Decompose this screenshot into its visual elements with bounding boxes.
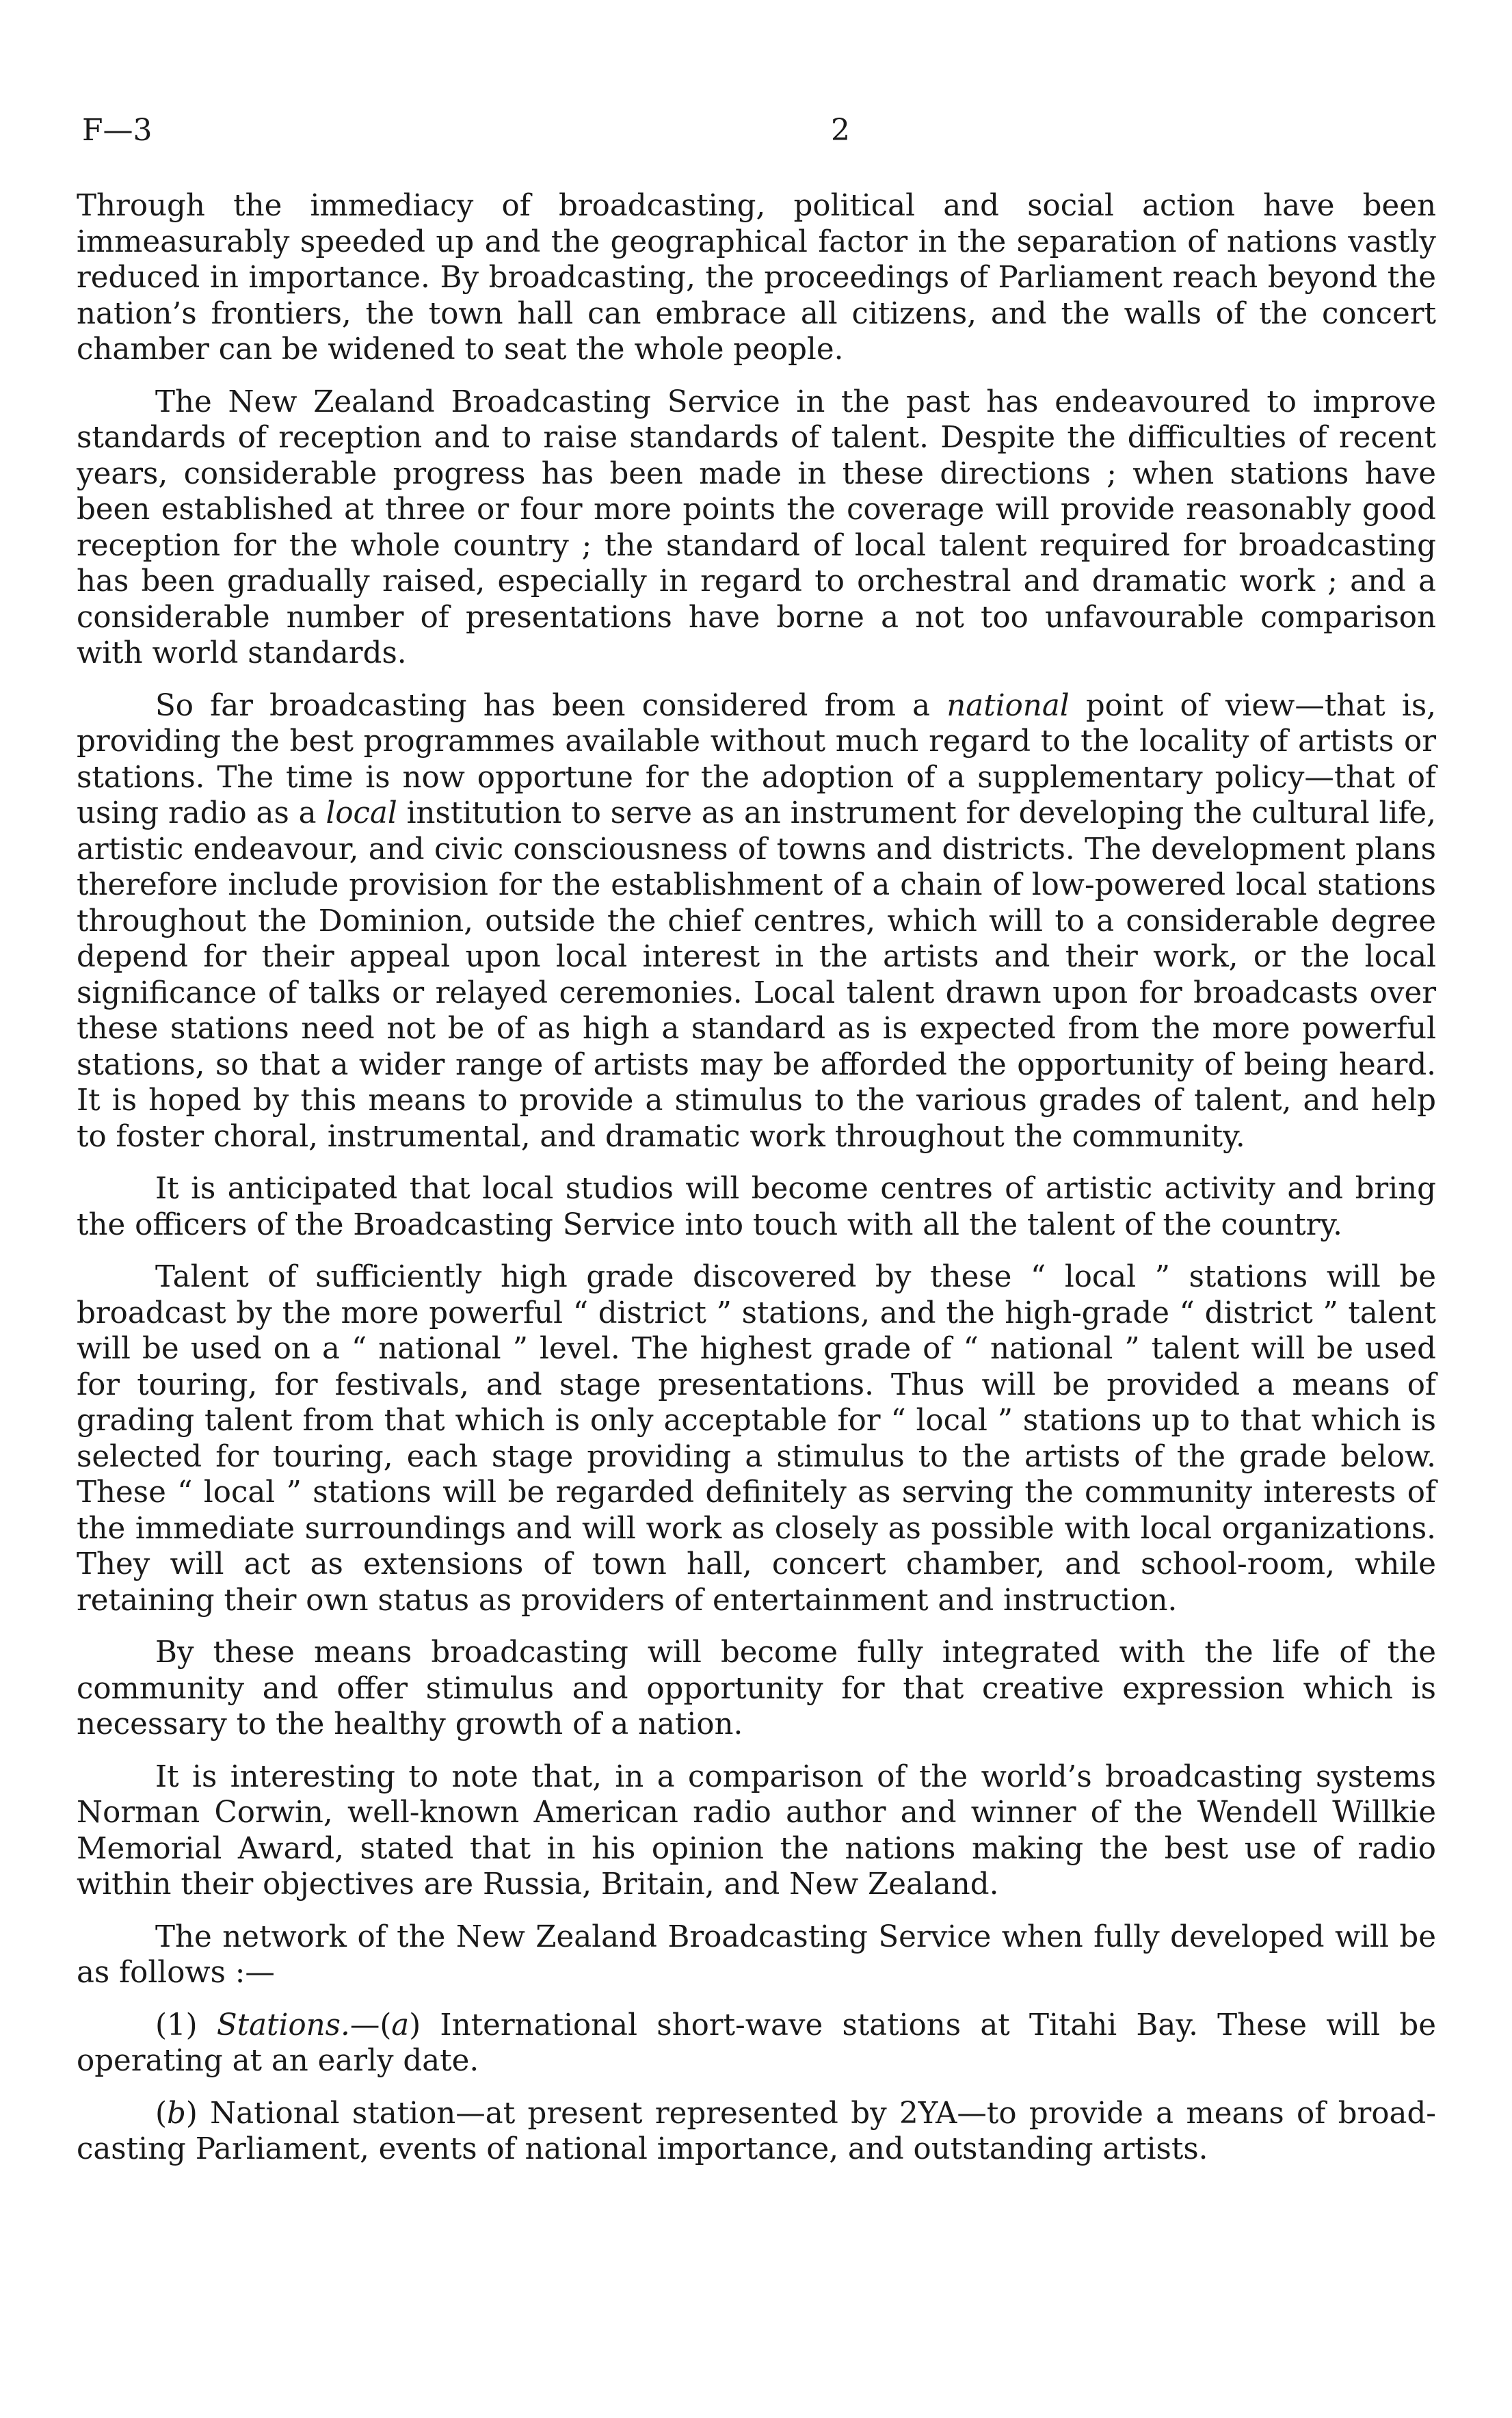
text-run: ) National station—at present represented by 2YA—to provide a means of broad-casting Parliament, events of national importance, and outstanding artists. (77, 2096, 1436, 2166)
paragraph-integration: By these means broadcasting will become fully integrated with the life of the community and offer stimulus and opportunity for that creative expression which is necessary to the healthy growth of a nation. (77, 1635, 1436, 1742)
paragraph-talent-grading: Talent of sufficiently high grade discovered by these “ local ” stations will be broadcast by the more powerful “ district ” stations, and the high-grade “ district ” talent will be used on a “ national ” level. The highest grade of “ national ” talent will be used for touring, for festivals, and stage presentations. Thus will be provided a means of grading talent from that which is only acceptable for “ local ” stations up to that which is selected for touring, each stage providing a stimulus to the artists of the grade below. These “ local ” stations will be regarded definitely as serving the community interests of the immediate surroundings and will work as closely as possible with local organizations. They will act as extensions of town hall, concert chamber, and school-room, while retaining their own status as providers of entertainment and instruction. (77, 1260, 1436, 1618)
text-run: point of view—that is, providing the best programmes available without much regard to the locality of artists or stations. The time is now opportune for the adoption of a supplementary policy—that of using radio as a (77, 688, 1436, 830)
text-run: ) International short-wave stations at Titahi Bay. These will be operating at an early date. (77, 2008, 1436, 2078)
page-number: 2 (831, 113, 850, 148)
paragraph-stations-b (77, 2096, 1436, 2168)
paragraph-local-policy (77, 688, 1436, 1155)
text-run: —( (349, 2008, 392, 2042)
emphasis-national: national (946, 688, 1070, 723)
paragraph-standards: The New Zealand Broadcasting Service in the past has endeavoured to improve standards of reception and to raise standards of talent. Despite the difficulties of recent years, considerable progress has been made in these directions ; when stations have been established at three or four more points the coverage will provide reasonably good reception for the whole country ; the standard of local talent required for broadcasting has been gradually raised, especially in regard to orchestral and dramatic work ; and a considerable number of presentations have borne a not too unfavourable comparison with world standards. (77, 384, 1436, 670)
emphasis-stations: Stations. (216, 2008, 350, 2042)
document-reference: F—3 (82, 113, 152, 148)
page-header (82, 113, 1429, 154)
paragraph-broadcasting-immediacy: Through the immediacy of broadcasting, political and social action have been immeasurably speeded up and the geographical factor in the separation of nations vastly reduced in importance. By broadcasting, the proceedings of Parliament reach beyond the nation’s frontiers, the town hall can embrace all citizens, and the walls of the concert chamber can be widened to seat the whole people. (77, 189, 1436, 367)
text-run: ( (155, 2096, 167, 2131)
emphasis-item-a: a (391, 2008, 410, 2042)
list-number: (1) (155, 2008, 217, 2042)
emphasis-local: local (326, 796, 397, 830)
paragraph-network-intro: The network of the New Zealand Broadcasting Service when fully developed will be as follows :— (77, 1919, 1436, 1990)
text-run: institution to serve as an instrument for developing the cultural life, artistic endeavour, and civic consciousness of towns and districts. The development plans therefore include provision for the establishment of a chain of low-powered local stations throughout the Dominion, outside the chief centres, which will to a considerable degree depend for their appeal upon local interest in the artists and their work, or the local significance of talks or relayed ceremonies. Local talent drawn upon for broadcasts over these stations need not be of as high a standard as is expected from the more powerful stations, so that a wider range of artists may be afforded the opportunity of being heard. It is hoped by this means to provide a stimulus to the various grades of talent, and help to foster choral, instrumental, and dramatic work throughout the community. (77, 796, 1436, 1154)
emphasis-item-b: b (166, 2096, 186, 2131)
text-run: So far broadcasting has been considered from a (155, 688, 947, 723)
document-body (77, 188, 1436, 2184)
paragraph-corwin: It is interesting to note that, in a comparison of the world’s broadcasting systems Norman Corwin, well-known American radio author and winner of the Wendell Willkie Memorial Award, stated that in his opinion the nations making the best use of radio within their objectives are Russia, Britain, and New Zealand. (77, 1759, 1436, 1902)
paragraph-stations-a (77, 2008, 1436, 2079)
paragraph-local-studios: It is anticipated that local studios will become centres of artistic activity and bring the officers of the Broadcasting Service into touch with all the talent of the country. (77, 1172, 1436, 1242)
